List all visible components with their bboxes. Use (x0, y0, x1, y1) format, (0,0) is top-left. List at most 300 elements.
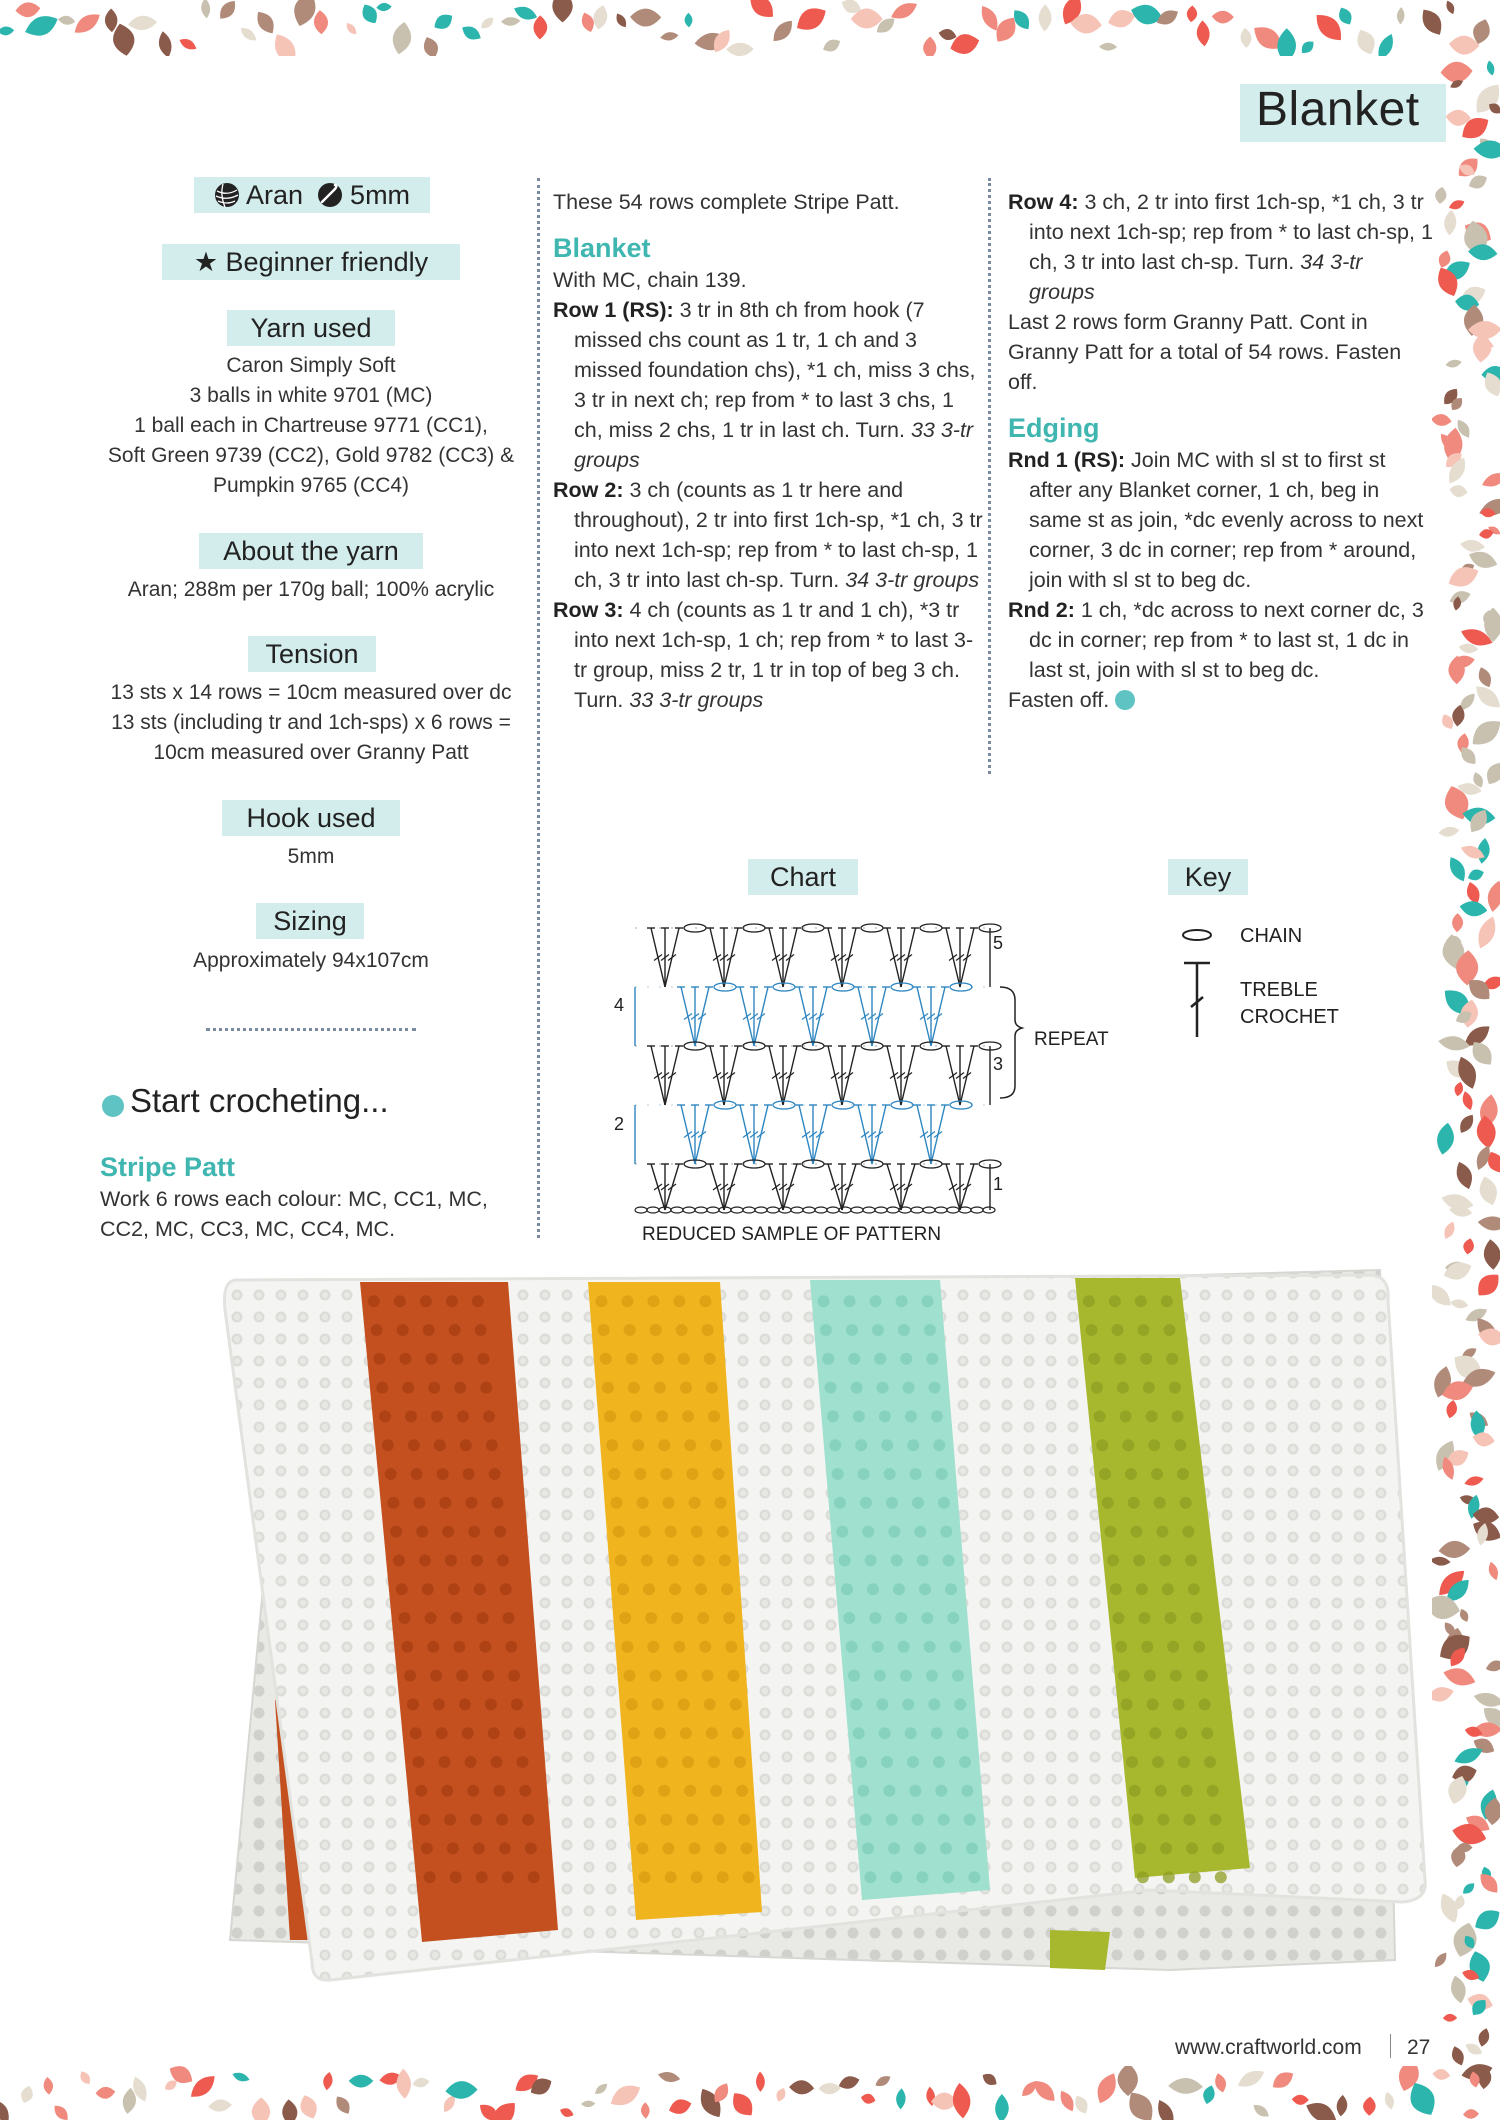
stitch-texture (641, 1554, 653, 1566)
chart-chain-stitch (791, 1207, 803, 1213)
stitch-texture (715, 1497, 727, 1509)
petal-decoration (376, 2, 392, 11)
stitch-texture (867, 1583, 879, 1595)
stitch-texture (600, 1353, 612, 1365)
petal-decoration (591, 4, 609, 31)
stitch-texture (929, 1382, 941, 1394)
stitch-texture (921, 1612, 933, 1624)
chart-chain-stitch (863, 1207, 875, 1213)
petal-decoration (252, 8, 278, 37)
petal-decoration (818, 2083, 841, 2095)
row-1-label: Row 1 (RS): (553, 298, 674, 322)
petal-decoration (186, 2071, 219, 2103)
stitch-texture (1113, 1612, 1125, 1624)
petal-decoration (313, 10, 329, 35)
stitch-texture (525, 1842, 537, 1854)
stitch-texture (669, 1583, 681, 1595)
stitch-texture (881, 1439, 893, 1451)
petal-decoration (860, 2092, 877, 2105)
stitch-texture (493, 1785, 505, 1797)
stitch-texture (401, 1641, 413, 1653)
intro-text: These 54 rows complete Stripe Patt. (553, 190, 900, 214)
stitch-texture (917, 1554, 929, 1566)
tension-line: 13 sts x 14 rows = 10cm measured over dc (110, 681, 512, 704)
chart-row-number-2: 2 (614, 1114, 625, 1134)
stitch-texture (1086, 1324, 1098, 1336)
stitch-texture (421, 1842, 433, 1854)
petal-decoration (641, 2102, 650, 2119)
stitch-texture (1120, 1410, 1132, 1422)
start-title: Start crocheting... (130, 1082, 389, 1119)
about-yarn-heading: About the yarn (199, 533, 423, 569)
petal-decoration (630, 8, 661, 26)
stitch-texture (419, 1554, 431, 1566)
chart-chain-stitch (911, 1207, 923, 1213)
stitch-texture (665, 1526, 677, 1538)
stitch-texture (940, 1842, 952, 1854)
stitch-texture (456, 1670, 468, 1682)
row-1-text (553, 295, 983, 475)
stripe-chartreuse-fold (1050, 1930, 1110, 1970)
sizing-heading: Sizing (256, 903, 364, 939)
stitch-texture (441, 1785, 453, 1797)
petal-decoration (1430, 413, 1452, 427)
stitch-texture (615, 1554, 627, 1566)
chart-heading: Chart (748, 859, 858, 895)
stitch-texture (1152, 1756, 1164, 1768)
stitch-texture (630, 1410, 642, 1422)
stitch-texture (1155, 1785, 1167, 1797)
stitch-texture (645, 1612, 657, 1624)
stitch-texture (903, 1382, 915, 1394)
stitch-texture (624, 1324, 636, 1336)
stitch-texture (855, 1756, 867, 1768)
stitch-texture (431, 1410, 443, 1422)
stitch-texture (689, 1497, 701, 1509)
stitch-texture (471, 1554, 483, 1566)
petal-decoration (1460, 1881, 1477, 1897)
petal-decoration (344, 21, 359, 37)
stitch-texture (1091, 1382, 1103, 1394)
petal-decoration (1460, 1090, 1475, 1112)
petal-decoration (501, 17, 521, 27)
stitch-texture (654, 1727, 666, 1739)
petal-decoration (1057, 2088, 1078, 2114)
rnd-1-text (1008, 445, 1433, 595)
stitch-texture (881, 1756, 893, 1768)
stitch-texture (879, 1410, 891, 1422)
row-3-count: 33 3-tr groups (629, 688, 764, 712)
stitch-texture (508, 1670, 520, 1682)
key-treble-label: TREBLE (1240, 979, 1318, 1001)
petal-decoration (156, 30, 174, 59)
stitch-texture (950, 1641, 962, 1653)
petal-decoration (1453, 1159, 1476, 1191)
petal-decoration (1437, 1034, 1471, 1053)
stitch-texture (1143, 1382, 1155, 1394)
petal-decoration (1475, 665, 1494, 689)
stitch-texture (371, 1324, 383, 1336)
stitch-texture (652, 1353, 664, 1365)
stitch-texture (886, 1814, 898, 1826)
stitch-texture (935, 1785, 947, 1797)
stitch-texture (961, 1785, 973, 1797)
stitch-texture (658, 1439, 670, 1451)
stitch-texture (702, 1670, 714, 1682)
stitch-texture (874, 1670, 886, 1682)
stitch-texture (446, 1295, 458, 1307)
stitch-texture (491, 1756, 503, 1768)
stitch-texture (862, 1526, 874, 1538)
row-4-label: Row 4: (1008, 190, 1079, 214)
star-icon: ★ (193, 247, 219, 277)
stitch-texture (1172, 1410, 1184, 1422)
stitch-texture (447, 1842, 459, 1854)
stitch-texture (853, 1410, 865, 1422)
petal-decoration (1030, 2076, 1060, 2106)
stitch-texture (444, 1814, 456, 1826)
stitch-texture (931, 1410, 943, 1422)
column-divider (988, 178, 991, 774)
stitch-texture (708, 1756, 720, 1768)
stitch-chart (600, 908, 1140, 1248)
stitch-texture (1169, 1382, 1181, 1394)
petal-decoration (1471, 681, 1500, 713)
chart-chain-stitch (683, 1207, 695, 1213)
stitch-texture (647, 1295, 659, 1307)
petal-decoration (1463, 2109, 1479, 2119)
petal-decoration (297, 2093, 321, 2120)
stitch-texture (1107, 1554, 1119, 1566)
petal-decoration (951, 2082, 972, 2119)
stitch-texture (1156, 1526, 1168, 1538)
stitch-texture (436, 1727, 448, 1739)
stitch-texture (710, 1785, 722, 1797)
stitch-texture (1148, 1439, 1160, 1451)
stitch-texture (704, 1698, 716, 1710)
stitch-texture (891, 1554, 903, 1566)
petal-decoration (1448, 1974, 1468, 2005)
stitch-texture (482, 1670, 494, 1682)
stitch-texture (1138, 1324, 1150, 1336)
stitch-texture (966, 1842, 978, 1854)
stitch-texture (408, 1439, 420, 1451)
stitch-texture (1137, 1871, 1149, 1883)
stitch-texture (437, 1468, 449, 1480)
petal-decoration (821, 36, 843, 55)
petal-decoration (727, 2088, 758, 2120)
stitch-texture (450, 1871, 462, 1883)
footer-url: www.craftworld.com (1175, 2036, 1362, 2059)
stitch-texture (738, 1814, 750, 1826)
yarn-ball-icon (214, 182, 240, 208)
petal-decoration (1484, 1658, 1500, 1674)
stitch-texture (879, 1727, 891, 1739)
petal-decoration (1240, 27, 1253, 48)
yarn-line: Pumpkin 9765 (CC4) (212, 474, 410, 497)
stitch-texture (488, 1727, 500, 1739)
stitch-texture (1099, 1468, 1111, 1480)
petal-decoration (1476, 2027, 1491, 2048)
stitch-texture (604, 1410, 616, 1422)
stitch-texture (912, 1497, 924, 1509)
petal-decoration (412, 2076, 430, 2088)
stitch-texture (658, 1785, 670, 1797)
petal-decoration (1336, 5, 1355, 27)
stitch-texture (1166, 1353, 1178, 1365)
chart-chain-stitch (803, 1207, 815, 1213)
stitch-texture (912, 1814, 924, 1826)
chart-chain-stitch (755, 1207, 767, 1213)
row-3-text (553, 595, 983, 715)
stitch-texture (1094, 1410, 1106, 1422)
stitch-texture (688, 1842, 700, 1854)
stitch-texture (519, 1785, 531, 1797)
stitch-texture (884, 1468, 896, 1480)
chart-chain-stitch (802, 924, 824, 932)
stitch-texture (368, 1295, 380, 1307)
stitch-texture (893, 1583, 905, 1595)
petal-decoration (726, 43, 754, 57)
petal-decoration (1303, 2097, 1340, 2120)
stitch-texture (399, 1612, 411, 1624)
petal-decoration (769, 16, 797, 45)
rnd-1-label: Rnd 1 (RS): (1008, 448, 1126, 472)
stitch-texture (656, 1410, 668, 1422)
stitch-texture (448, 1583, 460, 1595)
petal-decoration (1438, 825, 1460, 838)
petal-decoration (178, 36, 199, 53)
stitch-texture (869, 1612, 881, 1624)
petal-decoration (613, 11, 629, 29)
stitch-texture (453, 1641, 465, 1653)
petal-decoration (1458, 899, 1488, 918)
stitch-texture (872, 1324, 884, 1336)
petal-decoration (657, 2070, 681, 2084)
hook-used-line: 5mm (287, 845, 335, 868)
stitch-texture (402, 1382, 414, 1394)
stitch-texture (1128, 1497, 1140, 1509)
about-yarn-line: Aran; 288m per 170g ball; 100% acrylic (127, 578, 495, 601)
chart-chain-stitch (851, 1207, 863, 1213)
stitch-texture (667, 1554, 679, 1566)
stitch-texture (1096, 1439, 1108, 1451)
stitch-texture (474, 1583, 486, 1595)
page-title: Blanket (1256, 83, 1420, 136)
chart-chain-stitch (743, 1207, 755, 1213)
stitch-texture (1201, 1727, 1213, 1739)
stitch-texture (479, 1641, 491, 1653)
petal-decoration (789, 2080, 815, 2095)
stitch-texture (919, 1583, 931, 1595)
stitch-texture (922, 1295, 934, 1307)
stitch-texture (1154, 1497, 1166, 1509)
stripe-section (100, 1150, 510, 1244)
petal-decoration (1449, 1298, 1469, 1310)
stitch-texture (699, 1295, 711, 1307)
stitch-texture (418, 1814, 430, 1826)
section-divider (206, 1028, 416, 1031)
stitch-texture (864, 1871, 876, 1883)
stitch-texture (1159, 1554, 1171, 1566)
stitch-texture (619, 1612, 631, 1624)
stitch-texture (671, 1612, 683, 1624)
stitch-texture (858, 1468, 870, 1480)
stitch-texture (491, 1497, 503, 1509)
stitch-texture (407, 1698, 419, 1710)
stitch-texture (717, 1871, 729, 1883)
petal-decoration (1397, 7, 1405, 25)
petal-decoration (581, 2100, 596, 2107)
stitch-texture (848, 1353, 860, 1365)
stitch-texture (439, 1756, 451, 1768)
tension-heading: Tension (248, 636, 376, 672)
stitch-texture (394, 1295, 406, 1307)
stitch-texture (660, 1814, 672, 1826)
stitch-texture (697, 1612, 709, 1624)
stitch-texture (1109, 1295, 1121, 1307)
petal-decoration (459, 23, 483, 44)
stitch-texture (425, 1612, 437, 1624)
stitch-texture (1164, 1324, 1176, 1336)
yarn-used-heading: Yarn used (227, 310, 395, 346)
stitch-texture (834, 1497, 846, 1509)
stitch-texture (1141, 1641, 1153, 1653)
petal-decoration (533, 15, 547, 39)
stitch-texture (511, 1698, 523, 1710)
stitch-texture (822, 1353, 834, 1365)
difficulty-badge (162, 244, 460, 280)
stitch-texture (404, 1670, 416, 1682)
petal-decoration (216, 0, 240, 23)
rnd-1-body: Join MC with sl st to first st after any Blanket corner, 1 ch, beg in same st as join, *dc evenly across to next corner, 3 dc in corner; rep from * around, join with sl st to beg dc. (1029, 448, 1424, 592)
stitch-texture (836, 1526, 848, 1538)
stitch-texture (841, 1583, 853, 1595)
stitch-texture (1191, 1612, 1203, 1624)
key-crochet-label: CROCHET (1240, 1006, 1339, 1028)
chart-chain-stitch (935, 1207, 947, 1213)
repeat-bracket (1000, 987, 1022, 1098)
stitch-texture (895, 1612, 907, 1624)
stitch-texture (462, 1727, 474, 1739)
stitch-texture (732, 1727, 744, 1739)
stitch-texture (964, 1814, 976, 1826)
stitch-texture (857, 1785, 869, 1797)
stitch-texture (514, 1727, 526, 1739)
petal-decoration (1235, 2066, 1267, 2091)
stitch-texture (938, 1814, 950, 1826)
stitch-texture (663, 1497, 675, 1509)
stitch-texture (959, 1756, 971, 1768)
stitch-texture (376, 1382, 388, 1394)
stitch-texture (678, 1698, 690, 1710)
petal-decoration (1471, 1905, 1500, 1935)
petal-decoration (1443, 2014, 1457, 2022)
stitch-texture (434, 1439, 446, 1451)
petal-decoration (896, 2088, 907, 2110)
petal-decoration (756, 2071, 765, 2092)
stitch-texture (942, 1871, 954, 1883)
stitch-texture (1160, 1842, 1172, 1854)
chart-caption: REDUCED SAMPLE OF PATTERN (642, 1224, 942, 1245)
petal-decoration (358, 1, 381, 27)
stitch-texture (415, 1785, 427, 1797)
petal-decoration (1444, 0, 1456, 15)
stitch-texture (457, 1410, 469, 1422)
petal-decoration (15, 1, 41, 18)
chart-row-number-5: 5 (993, 933, 1004, 953)
petal-decoration (593, 2081, 610, 2097)
stitch-texture (902, 1698, 914, 1710)
chain-symbol (1183, 930, 1211, 940)
petal-decoration (77, 2069, 92, 2086)
weight-label: Aran (245, 180, 304, 210)
stitch-texture (846, 1324, 858, 1336)
stitch-texture (621, 1295, 633, 1307)
stitch-texture (900, 1670, 912, 1682)
stitch-texture (743, 1871, 755, 1883)
stitch-texture (928, 1698, 940, 1710)
stitch-texture (636, 1842, 648, 1854)
stitch-texture (684, 1785, 696, 1797)
stitch-texture (608, 1468, 620, 1480)
petal-decoration (95, 2086, 116, 2100)
stitch-texture (468, 1526, 480, 1538)
petal-decoration (0, 2096, 14, 2120)
petal-decoration (1448, 198, 1467, 212)
stitch-texture (678, 1353, 690, 1365)
stitch-texture (1121, 1698, 1133, 1710)
stitch-texture (843, 1612, 855, 1624)
petal-decoration (1417, 5, 1447, 39)
rnd-2-body: 1 ch, *dc across to next corner dc, 3 dc in corner; rep from * to last st, 1 dc in last st, join with sl st to beg dc. (1029, 598, 1424, 682)
row-4-body: 3 ch, 2 tr into first 1ch-sp, *1 ch, 3 tr into next 1ch-sp; rep from * to last ch-sp, 1 ch, 3 tr into last ch-sp. Turn. (1029, 190, 1433, 274)
stitch-texture (712, 1814, 724, 1826)
petal-decoration (1445, 854, 1469, 884)
petal-decoration (1196, 20, 1211, 47)
stitch-texture (1163, 1871, 1175, 1883)
tension-line: 10cm measured over Granny Patt (153, 741, 469, 764)
stitch-texture (420, 1295, 432, 1307)
stitch-texture (1149, 1727, 1161, 1739)
stitch-texture (413, 1756, 425, 1768)
stitch-texture (665, 1871, 677, 1883)
stitch-texture (820, 1324, 832, 1336)
stitch-texture (680, 1727, 692, 1739)
stitch-texture (1125, 1468, 1137, 1480)
petal-decoration (1449, 2044, 1467, 2067)
stitch-texture (634, 1814, 646, 1826)
stitch-texture (496, 1814, 508, 1826)
petal-decoration (1441, 1220, 1457, 1241)
chart-chain-stitch (743, 924, 765, 932)
stitch-texture (1175, 1727, 1187, 1739)
stitch-texture (886, 1497, 898, 1509)
stitch-texture (682, 1410, 694, 1422)
stitch-texture (1104, 1526, 1116, 1538)
stitch-texture (1129, 1785, 1141, 1797)
granny-text: Last 2 rows form Granny Patt. Cont in Granny Patt for a total of 54 rows. Fasten off. (1008, 310, 1402, 394)
stitch-texture (1189, 1871, 1201, 1883)
stripe-heading: Stripe Patt (100, 1152, 236, 1182)
petal-decoration (1462, 1237, 1476, 1255)
stitch-texture (704, 1353, 716, 1365)
stitch-texture (624, 1670, 636, 1682)
stitch-texture (734, 1756, 746, 1768)
stitch-texture (602, 1382, 614, 1394)
chart-key (1170, 915, 1410, 1045)
petal-decoration (1432, 2068, 1451, 2081)
